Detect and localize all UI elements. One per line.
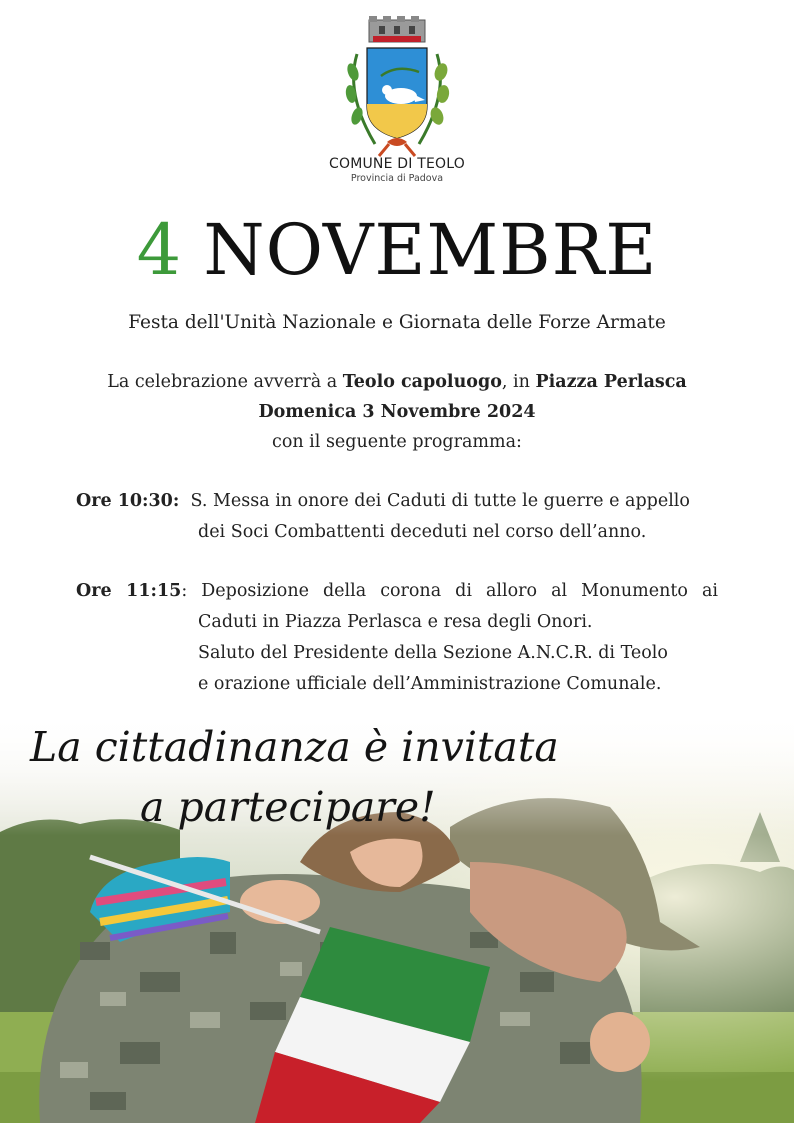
title-word: NOVEMBRE bbox=[203, 209, 658, 291]
intro-date: Domenica 3 Novembre 2024 bbox=[258, 402, 536, 422]
page-title bbox=[0, 205, 794, 295]
program-text: Deposizione della corona di alloro al Monumento ai bbox=[201, 581, 718, 601]
program-text: e orazione ufficiale dell’Amministrazione Comunale. bbox=[198, 674, 662, 694]
invite-line-1: La cittadinanza è invitata bbox=[30, 723, 559, 771]
program-sep: : bbox=[181, 581, 202, 601]
coat-of-arms-icon bbox=[327, 14, 467, 164]
comune-provincia: Provincia di Padova bbox=[350, 173, 444, 184]
intro-text-mid: , in bbox=[501, 372, 536, 392]
intro-square: Piazza Perlasca bbox=[535, 372, 687, 392]
program-text: dei Soci Combattenti deceduti nel corso dell’anno. bbox=[198, 522, 647, 542]
program-item bbox=[76, 576, 718, 700]
subtitle: Festa dell'Unità Nazionale e Giornata delle Forze Armate bbox=[128, 312, 666, 333]
comune-name: COMUNE DI TEOLO bbox=[329, 156, 465, 172]
program-text: Caduti in Piazza Perlasca e resa degli Onori. bbox=[198, 612, 593, 632]
soldier-hug-photo bbox=[0, 712, 794, 1123]
intro-text: La celebrazione avverrà a bbox=[107, 372, 343, 392]
program-time: Ore 10:30: bbox=[76, 491, 180, 511]
coat-of-arms-logo bbox=[327, 14, 467, 164]
program-text: Saluto del Presidente della Sezione A.N.C.R. di Teolo bbox=[198, 643, 668, 663]
title-number: 4 bbox=[136, 209, 182, 291]
intro-line-1 bbox=[0, 367, 794, 397]
intro-line-3: con il seguente programma: bbox=[272, 432, 522, 452]
intro-place: Teolo capoluogo bbox=[342, 372, 502, 392]
program-text: S. Messa in onore dei Caduti di tutte le guerre e appello bbox=[190, 491, 690, 511]
program-time: Ore 11:15 bbox=[76, 581, 182, 601]
invite-line-2: a partecipare! bbox=[140, 783, 436, 831]
hero-photo bbox=[0, 712, 794, 1123]
program-item bbox=[76, 486, 718, 548]
intro-block bbox=[0, 367, 794, 457]
